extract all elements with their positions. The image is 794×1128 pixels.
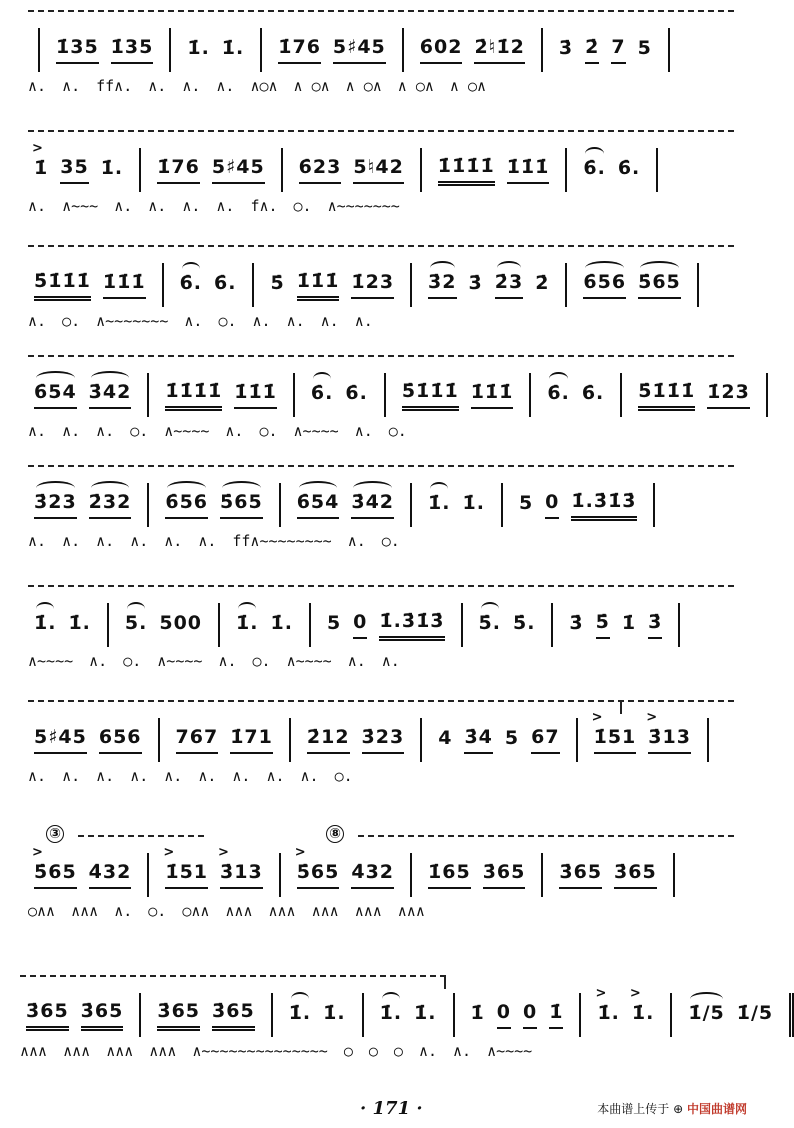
note-group: 4̇32 — [89, 861, 132, 889]
note-group: 3̇65 — [81, 1000, 124, 1031]
note-group: 5̇1̇1̇1̇ — [638, 380, 695, 411]
note-group: 6̇. — [583, 157, 605, 183]
notation-row — [28, 148, 734, 192]
volta-bracket — [620, 700, 622, 714]
technique-mark: ∧. — [28, 532, 47, 550]
technique-mark: ∧~~~~~~~~~~~~~~ — [192, 1042, 328, 1060]
technique-mark: ∧. — [148, 197, 167, 215]
note-group: 0 — [497, 1001, 511, 1029]
score-system-2 — [28, 130, 734, 230]
notation-row — [20, 993, 774, 1037]
note-group: 6̇23 — [299, 156, 342, 184]
technique-mark: ○∧∧ — [28, 902, 56, 920]
note-group: 5̇. — [512, 612, 536, 634]
technique-mark: ff∧. — [96, 77, 133, 95]
barline — [579, 993, 581, 1037]
note-group: 1̇1̇1̇ — [103, 271, 146, 299]
dashed-line — [28, 700, 734, 702]
note-group: 3̇65 — [26, 1000, 69, 1031]
technique-mark: ∧∧∧ — [225, 902, 253, 920]
barline — [529, 373, 531, 417]
note-group: 3̇65 — [559, 861, 602, 889]
barline — [289, 718, 291, 762]
notation-row — [28, 718, 734, 762]
barline — [565, 263, 567, 307]
technique-mark: ○. — [130, 422, 149, 440]
barline — [293, 373, 295, 417]
technique-mark: ∧. — [216, 197, 235, 215]
technique-mark: ∧. — [62, 422, 81, 440]
notation-row — [28, 483, 734, 527]
technique-mark: ∧. — [28, 767, 47, 785]
technique-mark: ∧. — [354, 422, 373, 440]
note-group: 1̇. — [270, 612, 293, 634]
technique-mark: ○. — [218, 312, 237, 330]
technique-mark: ∧ ○∧ — [449, 77, 487, 95]
technique-mark: ∧∧∧ — [311, 902, 339, 920]
note-group: 5♯45 — [212, 156, 265, 184]
technique-mark: ∧~~~~~~~ — [327, 197, 400, 215]
technique-mark: ∧∧∧ — [63, 1042, 91, 1060]
dashed-line — [28, 10, 734, 12]
note-group: 1̇. — [236, 612, 258, 638]
note-group: 5 — [518, 492, 534, 514]
note-group: 5̇. — [479, 612, 501, 638]
note-group: 3̇65 — [212, 1000, 255, 1031]
note-group: > 5̇65 — [34, 861, 77, 889]
note-group: 1̇/5 — [736, 1002, 774, 1024]
note-group: 3̇ — [648, 611, 662, 639]
technique-mark: ∧. — [62, 767, 81, 785]
barline — [656, 148, 658, 192]
watermark-prefix: 本曲谱上传于 — [597, 1102, 670, 1116]
barline — [410, 853, 412, 897]
barline — [501, 483, 503, 527]
technique-mark: ∧. — [232, 767, 251, 785]
technique-mark: ∧. — [96, 767, 115, 785]
barline — [260, 28, 262, 72]
technique-mark: ∧ ○∧ — [345, 77, 382, 95]
note-group: 1̇. — [323, 1002, 346, 1024]
technique-mark: ∧. — [114, 902, 133, 920]
barline — [218, 603, 220, 647]
note-group: 6̇. — [180, 272, 202, 298]
note-group: 3̇23 — [34, 491, 77, 519]
barline — [673, 853, 675, 897]
technique-mark: ∧. — [130, 532, 149, 550]
note-group: 6̇02 — [420, 36, 463, 64]
dashed-line — [28, 585, 734, 587]
technique-mark: ∧. — [354, 312, 373, 330]
technique-mark: ∧ ○∧ — [293, 77, 330, 95]
notation-row — [28, 28, 734, 72]
note-group: 6̇. — [617, 157, 641, 179]
note-group: 1̇76 — [157, 156, 200, 184]
barline — [252, 263, 254, 307]
note-group: 1̇. — [34, 612, 56, 638]
technique-mark: ∧~~~ — [62, 197, 99, 215]
barline — [653, 483, 655, 527]
note-group: 6̇. — [547, 382, 569, 408]
note-group: 656 — [99, 726, 142, 754]
technique-mark: ∧. — [96, 532, 115, 550]
note-group: 1̇. — [100, 157, 124, 179]
section-marker: ③ — [46, 825, 64, 843]
technique-mark: ∧. — [28, 77, 47, 95]
note-group: 5̇1̇1̇1̇ — [34, 270, 91, 301]
dashed-line — [28, 130, 734, 132]
technique-mark: ∧. — [62, 77, 81, 95]
note-group: 2̇ — [585, 36, 599, 64]
note-group: 3̇42 — [89, 381, 132, 409]
notation-row — [28, 263, 734, 307]
note-group: > 1̇ — [34, 157, 48, 183]
note-group: 5̇1̇1̇1̇ — [402, 380, 459, 411]
technique-mark: ∧. — [266, 767, 285, 785]
technique-mark: ∧∧∧ — [397, 902, 425, 920]
dashed-line — [78, 835, 204, 837]
barline — [147, 853, 149, 897]
note-group: 1̇23 — [351, 271, 394, 299]
note-group: 5♯45 — [333, 36, 386, 64]
watermark-brand: 中国曲谱网 — [686, 1102, 747, 1116]
note-group: 5̇65 — [220, 491, 263, 519]
barline — [668, 28, 670, 72]
barline — [309, 603, 311, 647]
technique-mark: ∧. — [216, 77, 235, 95]
barline — [576, 718, 578, 762]
technique-mark: ○∧∧ — [182, 902, 210, 920]
note-group: 3̇42 — [351, 491, 394, 519]
barline — [362, 993, 364, 1037]
note-group: 6̇54 — [297, 491, 340, 519]
notation-row — [28, 603, 734, 647]
volta-bracket — [444, 975, 446, 989]
note-group: > 1̇. — [632, 1002, 654, 1028]
technique-mark: ∧~~~~ — [293, 422, 339, 440]
technique-mark: ∧. — [89, 652, 108, 670]
note-group: 6̇56 — [165, 491, 208, 519]
note-group: 1̇. — [289, 1002, 311, 1028]
technique-mark: ○. — [334, 767, 353, 785]
note-group: 1̇1̇1̇1̇ — [165, 380, 222, 411]
note-group: 500 — [159, 612, 203, 634]
note-group: 0 — [545, 491, 559, 519]
technique-mark: ∧. — [184, 312, 203, 330]
note-group: 1̇. — [462, 492, 485, 514]
note-group: 5̇ — [270, 272, 285, 294]
technique-mark: ○. — [293, 197, 312, 215]
note-group: 5 — [637, 37, 652, 59]
note-group: 1̇71 — [230, 726, 273, 754]
notation-row — [28, 853, 734, 897]
note-group: 2̇32 — [89, 491, 132, 519]
note-group: 6̇. — [214, 272, 237, 294]
technique-row — [28, 901, 734, 921]
note-group: 5̇65 — [638, 271, 681, 299]
note-group: 1̇ — [549, 1001, 563, 1029]
note-group: 1̇1̇1̇ — [297, 270, 340, 301]
barline — [158, 718, 160, 762]
technique-mark: ∧. — [28, 197, 47, 215]
technique-mark: ∧. — [182, 197, 201, 215]
technique-mark: ∧. — [347, 652, 366, 670]
technique-mark: ∧. — [130, 767, 149, 785]
note-group: 1̇ — [470, 1002, 485, 1024]
barline — [107, 603, 109, 647]
score-system-3 — [28, 245, 734, 345]
barline — [410, 263, 412, 307]
site-watermark — [597, 1100, 747, 1117]
score-system-9 — [20, 975, 774, 1075]
technique-mark: f∧. — [250, 197, 278, 215]
note-group: 5♯45 — [34, 726, 87, 754]
technique-mark: ○ — [393, 1042, 403, 1060]
note-group: 1̇1̇1̇ — [471, 381, 514, 409]
note-group: 5 — [504, 727, 520, 749]
note-group: 1̇/5 — [688, 1002, 724, 1028]
technique-mark: ∧~~~~ — [487, 1042, 533, 1060]
note-group: 1̇.3̇1̇3̇ — [571, 490, 636, 521]
technique-mark: ∧∧∧ — [268, 902, 296, 920]
barline — [697, 263, 699, 307]
note-group: 6̇. — [345, 382, 368, 404]
barline — [707, 718, 709, 762]
note-group: 1̇. — [187, 37, 210, 59]
technique-mark: ∧. — [252, 312, 271, 330]
technique-mark: ∧. — [164, 532, 183, 550]
note-group: 3̇2 — [428, 271, 456, 299]
note-group: > 3̇13 — [648, 726, 691, 754]
technique-mark: ○. — [62, 312, 81, 330]
barline — [281, 148, 283, 192]
note-group: 1̇65 — [428, 861, 471, 889]
technique-mark: ○. — [381, 532, 400, 550]
note-group: 1̇. — [221, 37, 245, 59]
barline — [38, 28, 40, 72]
barline — [420, 148, 422, 192]
barline — [541, 853, 543, 897]
technique-mark: ○. — [148, 902, 167, 920]
note-group: 3̇ — [569, 612, 584, 634]
note-group: > 1̇51 — [165, 861, 208, 889]
score-system-6 — [28, 585, 734, 685]
dashed-line — [28, 245, 734, 247]
note-group: 5♮42 — [353, 156, 403, 184]
final-barline — [789, 993, 794, 1037]
score-system-8 — [28, 826, 734, 935]
technique-mark: ∧. — [381, 652, 400, 670]
barline — [169, 28, 171, 72]
note-group: 5̇ — [596, 611, 610, 639]
score-system-1 — [28, 10, 734, 110]
note-group: 1̇76 — [278, 36, 321, 64]
barline — [147, 373, 149, 417]
technique-mark: ∧. — [96, 422, 115, 440]
note-group: 3̇ — [558, 37, 574, 59]
technique-mark: ∧. — [300, 767, 319, 785]
note-group: > 3̇13 — [220, 861, 263, 889]
technique-row — [20, 1041, 736, 1061]
note-group: 1̇. — [414, 1002, 437, 1024]
note-group: 2̇ — [535, 272, 550, 294]
technique-mark: ∧. — [62, 532, 81, 550]
note-group: 35 — [60, 156, 88, 184]
note-group: 3̇ — [468, 272, 483, 294]
note-group: 1̇. — [380, 1002, 402, 1028]
technique-mark: ∧∧∧ — [71, 902, 99, 920]
note-group: 0 — [523, 1001, 537, 1029]
note-group: 3̇4 — [464, 726, 492, 754]
technique-mark: ∧∧∧ — [20, 1042, 48, 1060]
barline — [766, 373, 768, 417]
technique-mark: ff∧~~~~~~~~ — [232, 532, 332, 550]
technique-row — [28, 531, 734, 551]
barline — [410, 483, 412, 527]
technique-mark: ○ — [368, 1042, 378, 1060]
note-group: > 5̇65 — [297, 861, 340, 889]
technique-mark: ∧~~~~ — [164, 422, 210, 440]
note-group: 2̇♮1̇2 — [474, 36, 524, 64]
technique-mark: ∧ ○∧ — [397, 77, 434, 95]
technique-mark: ∧. — [453, 1042, 472, 1060]
score-system-4 — [28, 355, 750, 455]
technique-mark: ∧. — [320, 312, 339, 330]
technique-mark: ∧. — [28, 422, 47, 440]
technique-mark: ∧. — [28, 312, 47, 330]
barline — [402, 28, 404, 72]
barline — [551, 603, 553, 647]
technique-row — [28, 651, 734, 671]
technique-mark: ∧. — [148, 77, 167, 95]
barline — [541, 28, 543, 72]
barline — [279, 853, 281, 897]
technique-mark: ○. — [252, 652, 271, 670]
technique-mark: ∧. — [164, 767, 183, 785]
watermark-logo-icon: ⊕ — [673, 1102, 684, 1116]
note-group: 0 — [353, 611, 367, 639]
note-group: 4̇32 — [351, 861, 394, 889]
note-group: > 1̇. — [597, 1002, 619, 1028]
note-group: 1̇. — [68, 612, 91, 634]
note-group: 6̇54 — [34, 381, 77, 409]
technique-mark: ∧. — [347, 532, 366, 550]
technique-mark: ∧. — [418, 1042, 437, 1060]
technique-mark: ∧∧∧ — [354, 902, 382, 920]
technique-row — [28, 311, 734, 331]
notation-row — [28, 373, 750, 417]
dashed-line — [358, 835, 734, 837]
technique-mark: ∧. — [198, 767, 217, 785]
score-system-5 — [28, 465, 734, 565]
page-number: · 171 · — [360, 1098, 423, 1119]
technique-mark: ∧∧∧ — [106, 1042, 134, 1060]
technique-mark: ∧. — [114, 197, 133, 215]
note-group: 2̇3 — [495, 271, 523, 299]
dashed-line — [20, 975, 446, 977]
technique-mark: ∧∧∧ — [149, 1042, 177, 1060]
barline — [678, 603, 680, 647]
technique-mark: ∧~~~~ — [286, 652, 332, 670]
note-group: 3̇65 — [614, 861, 657, 889]
technique-mark: ∧. — [182, 77, 201, 95]
technique-mark: ∧~~~~ — [28, 652, 74, 670]
note-group: > 1̇51 — [594, 726, 637, 754]
barline — [420, 718, 422, 762]
note-group: 1̇. — [428, 492, 450, 518]
barline — [461, 603, 463, 647]
note-group: 3̇23 — [362, 726, 405, 754]
barline — [565, 148, 567, 192]
technique-mark: ○. — [123, 652, 142, 670]
technique-mark: ○. — [259, 422, 278, 440]
section-marker: ⑧ — [326, 825, 344, 843]
barline — [139, 993, 141, 1037]
technique-mark: ∧. — [225, 422, 244, 440]
note-group: 1̇ — [621, 612, 637, 634]
technique-mark: ∧~~~~~~~ — [96, 312, 169, 330]
barline — [271, 993, 273, 1037]
note-group: 767 — [176, 726, 219, 754]
note-group: 1̇.3̇1̇3̇ — [379, 610, 444, 641]
technique-mark: ∧○∧ — [250, 77, 278, 95]
barline — [384, 373, 386, 417]
technique-mark: ∧. — [198, 532, 217, 550]
note-group: 1̇23 — [707, 381, 750, 409]
barline — [139, 148, 141, 192]
technique-row — [28, 421, 734, 441]
barline — [620, 373, 622, 417]
technique-row — [28, 76, 734, 96]
note-group: 5. — [125, 612, 147, 638]
barline — [147, 483, 149, 527]
score-system-7 — [28, 700, 734, 800]
note-group: 1̇35 — [111, 36, 154, 64]
note-group: 7 — [611, 36, 625, 64]
barline — [279, 483, 281, 527]
technique-mark: ○. — [388, 422, 407, 440]
note-group: 3̇65 — [157, 1000, 200, 1031]
barline — [162, 263, 164, 307]
note-group: 1̇1̇1̇ — [507, 156, 550, 184]
note-group: 5 — [326, 612, 342, 634]
note-group: 1̇1̇1̇ — [234, 381, 277, 409]
note-group: 4 — [438, 727, 453, 749]
note-group: 1̇1̇1̇1̇ — [438, 155, 495, 186]
barline — [670, 993, 672, 1037]
note-group: 3̇65 — [483, 861, 526, 889]
note-group: 2̇12 — [307, 726, 350, 754]
note-group: 1̇35 — [56, 36, 99, 64]
technique-mark: ∧. — [218, 652, 237, 670]
technique-mark: ∧~~~~ — [157, 652, 203, 670]
technique-row — [28, 196, 734, 216]
technique-mark: ○ — [343, 1042, 353, 1060]
barline — [453, 993, 455, 1037]
technique-row — [28, 766, 734, 786]
note-group: 6̇. — [581, 382, 605, 404]
dashed-line — [28, 355, 734, 357]
note-group: 67 — [531, 726, 559, 754]
note-group: 6̇56 — [583, 271, 626, 299]
dashed-line — [28, 465, 734, 467]
technique-mark: ∧. — [286, 312, 305, 330]
note-group: 6̇. — [311, 382, 333, 408]
